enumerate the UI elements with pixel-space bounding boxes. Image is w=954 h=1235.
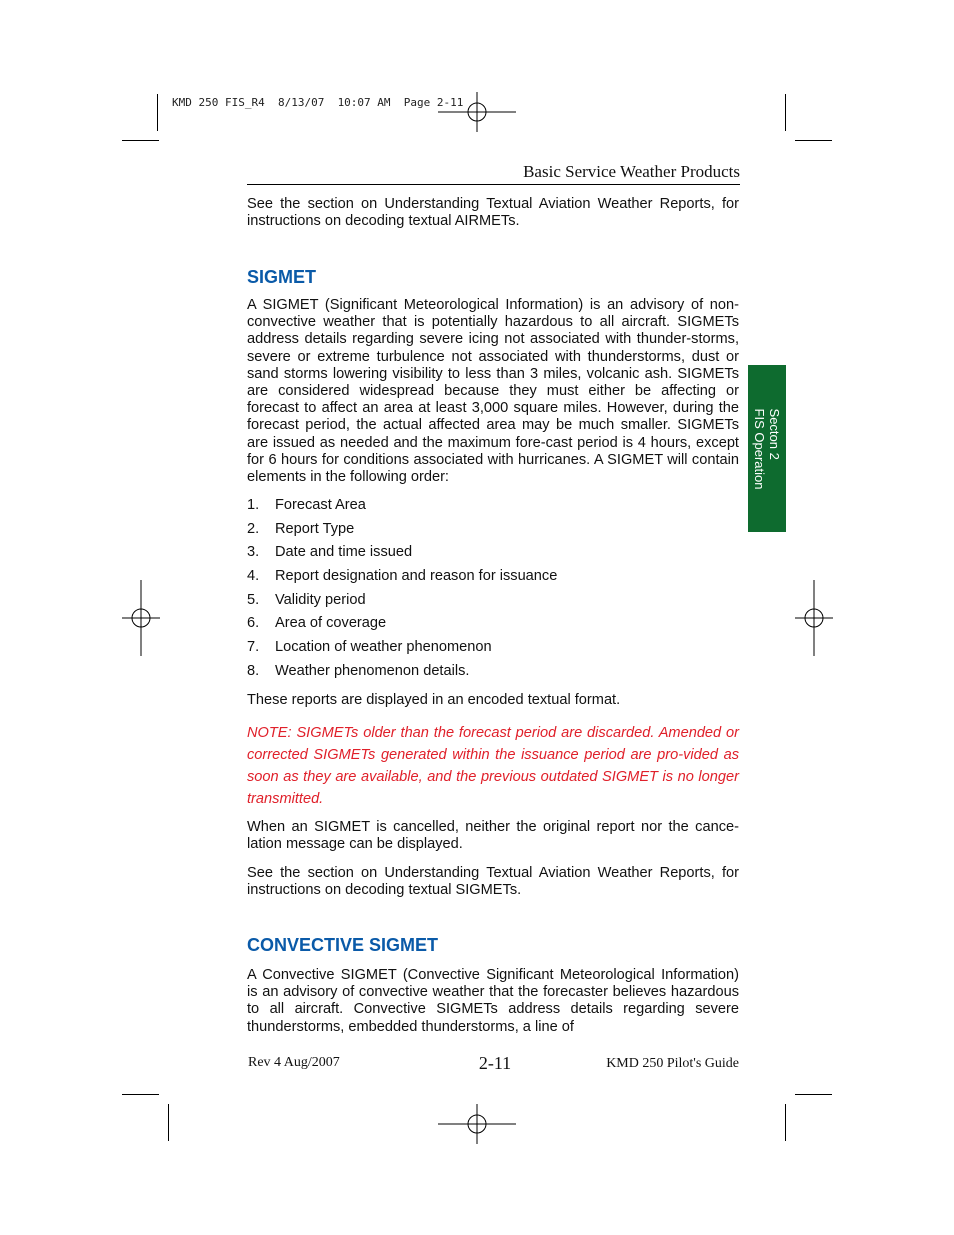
see-section-paragraph: See the section on Understanding Textual Aviation Weather Reports, for instructions on decoding textual SIGMETs. [247,865,739,899]
list-item-text: Area of coverage [275,615,387,632]
list-item-number: 3. [247,544,260,561]
sigmet-heading: SIGMET [247,267,317,287]
list-item [247,541,739,565]
list-item-number: 6. [247,615,260,632]
list-item [247,612,739,636]
list-item-number: 1. [247,497,260,513]
registration-mark-icon [795,580,833,656]
crop-mark [795,1094,832,1095]
list-item-text: Report designation and reason for issuance [275,568,558,585]
crop-mark [168,1104,169,1141]
cancel-paragraph: When an SIGMET is cancelled, neither the original report nor the cance-lation message can be displayed. [247,819,739,853]
footer-revision: Rev 4 Aug/2007 [248,1055,340,1070]
footer-page-number: 2-11 [478,1053,512,1073]
sigmet-paragraph: A SIGMET (Significant Meteorological Information) is an advisory of non-convective weather that is potentially hazardous to all aircraft. SIGMETs address details regarding severe icing not associated with thunder-storms, severe or extreme turbulence not associated with thunderstorms, dust or sand storms lowering visibility to less than 3 miles, volcanic ash. SIGMETs are considered widespread because they must either be affecting or forecast to affect an area at least 3,000 square miles. However, during the forecast period, the actual affected area may be much smaller. SIGMETs are issued as needed and the maximum fore-cast period is 4 hours, except for 6 hours for conditions associated with hurricanes. A SIGMET will contain elements in the following order: [247,297,739,486]
list-item [247,636,739,660]
intro-paragraph: See the section on Understanding Textual Aviation Weather Reports, for instructions on decoding textual AIRMETs. [247,196,739,230]
section-tab-line1: Secton 2 [767,408,782,460]
footer-guide-title: KMD 250 Pilot's Guide [606,1056,739,1071]
list-item-text: Report Type [275,520,355,537]
crop-mark [785,94,786,131]
list-item-number: 5. [247,591,260,608]
convective-sigmet-paragraph: A Convective SIGMET (Convective Significant Meteorological Information) is an advisory of convective weather that the forecaster believes hazardous to all aircraft. Convective SIGMETs address details regarding severe thunderstorms, embedded thunderstorms, a line of [247,967,739,1035]
sigmet-elements-list [247,494,739,684]
list-item-text: Validity period [275,591,366,608]
section-tab-label [752,408,782,489]
crop-mark [122,1094,159,1095]
registration-mark-icon [438,92,516,132]
print-slug: KMD 250 FIS_R4 8/13/07 10:07 AM Page 2-11 [172,96,464,109]
registration-mark-icon [122,580,160,656]
encoded-format-paragraph: These reports are displayed in an encoded textual format. [247,692,621,708]
section-tab-line2: FIS Operation [752,408,767,489]
list-item-number: 2. [247,520,260,537]
list-item-text: Weather phenomenon details. [275,662,470,679]
crop-mark [785,1104,786,1141]
crop-mark [795,140,832,141]
list-item-number: 7. [247,639,260,656]
list-item-text: Date and time issued [275,544,413,561]
list-item-text: Forecast Area [275,497,366,513]
running-head: Basic Service Weather Products [523,162,740,181]
list-item [247,518,739,542]
section-tab [748,365,786,532]
registration-mark-icon [438,1104,516,1144]
list-item [247,660,739,684]
running-head-rule [247,184,740,185]
list-item-text: Location of weather phenomenon [275,639,492,656]
crop-mark [122,140,159,141]
sigmet-note: NOTE: SIGMETs older than the forecast period are discarded. Amended or corrected SIGMETs generated within the issuance period are pro-vided as soon as they are available, and the previous outdated SIGMET is no longer transmitted. [247,725,739,807]
list-item-number: 4. [247,568,260,585]
convective-sigmet-heading: CONVECTIVE SIGMET [247,935,439,955]
list-item [247,589,739,613]
list-item [247,494,739,518]
list-item [247,565,739,589]
list-item-number: 8. [247,662,260,679]
crop-mark [157,94,158,131]
